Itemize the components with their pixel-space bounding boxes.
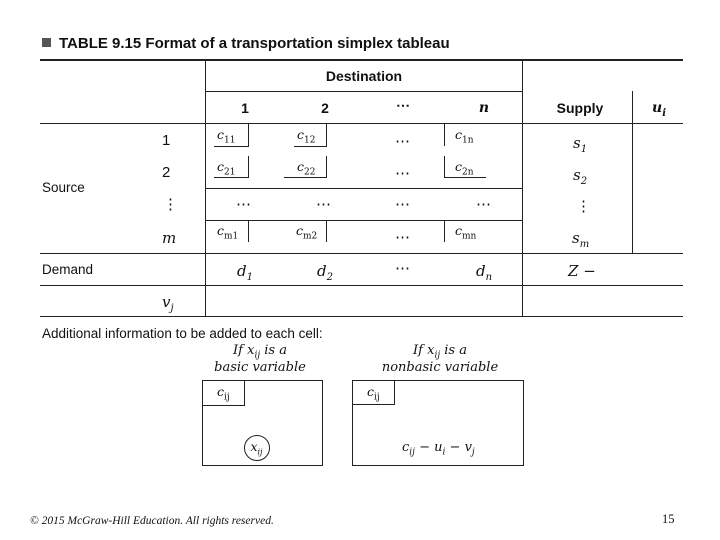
cell-dots-r3-2: ⋯	[316, 196, 331, 213]
row-label-1: 1	[162, 132, 171, 149]
cost-label-2-n: $c_{2n}$	[455, 159, 474, 178]
demand-d1: $d_1$	[237, 262, 253, 283]
cost-cell-m-2-right	[326, 221, 327, 242]
table-title	[42, 35, 450, 52]
square-bullet-icon	[42, 38, 51, 47]
header-rule	[40, 123, 683, 124]
supply-s2: $s_2$	[573, 166, 588, 187]
ui-left-rule	[632, 91, 633, 253]
row-label-dots: ⋮	[163, 196, 178, 213]
cost-label-2-2: $c_{22}$	[297, 159, 316, 178]
cost-label-2-1: $c_{21}$	[217, 159, 236, 178]
cell-dots-r3-1: ⋯	[236, 196, 251, 213]
basic-cost-label: $c_{ij}$	[217, 384, 230, 403]
demand-rule	[40, 253, 683, 254]
reduced-cost-formula: $c_{ij} - u_i - v_j$	[402, 440, 475, 458]
row-2-divider	[205, 188, 523, 189]
additional-info-text: Additional information to be added to each cell:	[42, 326, 323, 341]
ui-header-sub: i	[662, 107, 666, 119]
cell-dots-r3-4: ⋯	[476, 196, 491, 213]
nonbasic-cost-label: $c_{ij}$	[367, 384, 380, 403]
cell-dots-m: ⋯	[395, 229, 410, 246]
col-header-1: 1	[241, 100, 249, 116]
cost-label-1-1: $c_{11}$	[217, 127, 236, 146]
destination-rule	[205, 91, 523, 92]
col-header-2: 2	[321, 100, 329, 116]
source-label: Source	[42, 180, 85, 195]
cost-label-1-2: $c_{12}$	[297, 127, 316, 146]
basic-value-label: $x_{ij}$	[250, 439, 263, 457]
supply-header: Supply	[556, 100, 604, 116]
supply-sm: $s_m$	[572, 229, 590, 250]
destination-header: Destination	[325, 68, 403, 84]
demand-dots: ⋯	[395, 260, 410, 277]
cost-cell-2-n-left	[444, 156, 445, 177]
vj-label: $v_j$	[162, 293, 174, 314]
demand-dn: $d_n$	[476, 262, 493, 283]
cost-label-1-n: $c_{1n}$	[455, 127, 474, 146]
table-top-rule	[40, 59, 683, 61]
vj-top-rule	[40, 285, 683, 286]
col-header-n: n	[478, 100, 490, 116]
ui-header	[652, 100, 666, 119]
cost-cell-m-n-left	[444, 221, 445, 242]
table-title-text: TABLE 9.15 Format of a transportation simplex tableau	[59, 35, 450, 52]
basic-caption-line2: basic variable	[214, 360, 306, 375]
demand-label: Demand	[42, 262, 94, 277]
cost-cell-1-n-left	[444, 124, 445, 146]
cost-cell-m-1-right	[248, 221, 249, 242]
table-bottom-rule	[40, 316, 683, 317]
cell-dots-r3-3: ⋯	[395, 196, 410, 213]
copyright-footer: © 2015 McGraw-Hill Education. All rights reserved.	[30, 515, 274, 527]
cost-label-m-n: $c_{mn}$	[455, 223, 477, 242]
basic-caption-line1: If $x_{ij}$ is a	[233, 343, 287, 361]
page-number: 15	[662, 512, 675, 526]
cost-label-m-1: $c_{m1}$	[217, 223, 239, 242]
row-dots-divider	[205, 220, 523, 221]
nonbasic-caption-line1: If $x_{ij}$ is a	[413, 343, 467, 361]
cost-label-m-2: $c_{m2}$	[296, 223, 318, 242]
objective-z: Z −	[568, 262, 596, 280]
supply-s1: $s_1$	[573, 134, 588, 155]
cell-dots-1: ⋯	[395, 133, 410, 150]
cell-dots-2: ⋯	[395, 165, 410, 182]
nonbasic-caption-line2: nonbasic variable	[381, 360, 499, 375]
ui-header-base: u	[652, 100, 663, 116]
row-label-m: m	[162, 229, 177, 247]
supply-dots: ⋮	[576, 198, 591, 215]
row-label-2: 2	[162, 164, 171, 181]
demand-d2: $d_2$	[317, 262, 333, 283]
col-header-dots: ⋯	[396, 97, 410, 113]
